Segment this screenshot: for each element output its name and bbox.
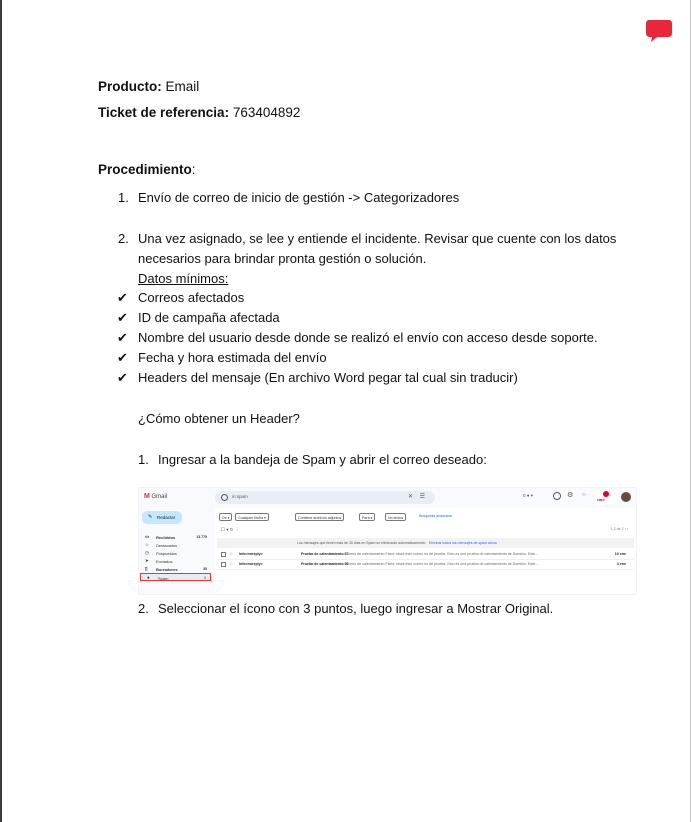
- gmail-main: [217, 508, 634, 594]
- gear-icon[interactable]: ⚙: [567, 492, 574, 499]
- filter-chip[interactable]: No leídos: [385, 513, 406, 521]
- pagination[interactable]: 1-2 de 2 ‹ ›: [610, 527, 628, 531]
- spam-banner: [217, 538, 634, 548]
- checklist-item: Headers del mensaje (En archivo Word pegar tal cual sin traducir): [138, 370, 518, 385]
- help-icon[interactable]: [553, 492, 561, 500]
- sidebar-item-destacados[interactable]: [139, 541, 211, 549]
- advanced-search-link[interactable]: Búsqueda avanzada: [419, 514, 452, 518]
- mail-subject: Prueba de calentamiento 07: [301, 552, 349, 556]
- spam-banner-message: Los mensajes que lleven más de 30 días en Spam se eliminarán automáticamente.: [297, 541, 426, 545]
- page-left-border: [0, 0, 2, 822]
- sidebar-item-enviados[interactable]: [139, 557, 211, 565]
- checklist-item: Correos afectados: [138, 290, 245, 305]
- ticket-value: 763404892: [232, 105, 301, 120]
- row-checkbox[interactable]: [221, 552, 226, 557]
- sidebar-item-icon: ➤: [145, 558, 149, 563]
- step2-line1: Una vez asignado, se lee y entiende el incidente. Revisar que cuente con los datos: [138, 231, 617, 246]
- producto-label: Producto:: [98, 79, 162, 94]
- sidebar-item-recibidos[interactable]: [139, 533, 211, 541]
- gmail-sidebar: [139, 508, 215, 594]
- checklist-item: Fecha y hora estimada del envío: [138, 350, 327, 365]
- mail-snippet: - Correo de calentamiento Favor obvia este correo es de prueba. Esto es una prueba de calentamiento de Dominio. Este...: [343, 562, 539, 566]
- star-icon[interactable]: ☆: [229, 551, 234, 556]
- apps-grid-icon[interactable]: ⁘: [581, 492, 587, 499]
- pencil-icon: ✎: [148, 514, 153, 520]
- gmail-spam-screenshot: [139, 488, 636, 594]
- producto-value: Email: [165, 79, 200, 94]
- step1-text: Envío de correo de inicio de gestión -> Categorizadores: [138, 190, 460, 205]
- brand-dot-icon: [603, 491, 609, 497]
- delete-all-spam-link[interactable]: Eliminar todos los mensajes de spam ahora: [428, 541, 497, 545]
- header-question: ¿Cómo obtener un Header?: [138, 411, 300, 426]
- sidebar-item-label: Enviados: [156, 558, 173, 564]
- sidebar-item-label: Recibidos: [156, 534, 176, 540]
- mail-row[interactable]: [217, 559, 634, 570]
- sub-step1-text: Ingresar a la bandeja de Spam y abrir el correo deseado:: [158, 452, 487, 467]
- gmail-search-bar[interactable]: [215, 491, 435, 504]
- gmail-topbar: [139, 488, 636, 508]
- sidebar-item-icon: ◷: [145, 550, 149, 555]
- checkmark-icon: ✔: [117, 330, 128, 345]
- checkmark-icon: ✔: [117, 350, 128, 365]
- mail-sender: Info<noreply>: [239, 562, 263, 566]
- spam-banner-text: [297, 541, 497, 545]
- gmail-logo-text: Gmail: [151, 494, 168, 500]
- mail-subject: Prueba de calentamiento 06: [301, 562, 349, 566]
- brand-logo-text: claro: [597, 498, 605, 502]
- mail-date: 10 ene: [614, 552, 626, 556]
- procedimiento-heading: [98, 162, 196, 177]
- sub-step1-number: 1.: [138, 452, 149, 467]
- filter-chip[interactable]: Contiene archivos adjuntos: [295, 513, 344, 521]
- sidebar-item-label: Destacados: [156, 542, 178, 548]
- status-indicator[interactable]: 0 ● ▾: [523, 493, 533, 498]
- sidebar-item-count: 13.779: [196, 534, 207, 539]
- checkmark-icon: ✔: [117, 310, 128, 325]
- sidebar-item-icon: ▭: [145, 534, 150, 539]
- checkmark-icon: ✔: [117, 370, 128, 385]
- sidebar-item-icon: ●: [147, 575, 150, 580]
- star-icon[interactable]: ☆: [229, 561, 234, 566]
- step1-number: 1.: [118, 190, 129, 205]
- mail-snippet: - Correo de calentamiento Favor obvia este correo es de prueba. Esto es una prueba de calentamiento de Dominio. Este...: [343, 552, 539, 556]
- sidebar-item-borradores[interactable]: [139, 565, 211, 573]
- sidebar-item-count: 2: [204, 575, 206, 580]
- filter-chip[interactable]: Para ▾: [359, 513, 375, 521]
- mail-sender: Info<noreply>: [239, 552, 263, 556]
- checkmark-icon: ✔: [117, 290, 128, 305]
- filter-chip[interactable]: De ▾: [219, 513, 232, 521]
- sidebar-item-pospuestos[interactable]: [139, 549, 211, 557]
- sidebar-item-label: Borradores: [156, 566, 178, 572]
- procedimiento-label: Procedimiento: [98, 162, 192, 177]
- procedimiento-colon: :: [191, 162, 196, 177]
- compose-label: Redactar: [157, 515, 176, 520]
- search-query: in:spam: [232, 494, 248, 499]
- sidebar-item-label: Pospuestos: [156, 550, 177, 556]
- gmail-logo: [144, 493, 167, 500]
- compose-button[interactable]: [142, 511, 182, 524]
- sidebar-item-count: 35: [203, 566, 207, 571]
- search-icon: [221, 494, 228, 501]
- brand-logo: [595, 490, 617, 504]
- speech-bubble-logo-icon: [645, 18, 673, 44]
- datos-minimos-label: Datos mínimos:: [138, 271, 229, 286]
- sidebar-item-spam[interactable]: [140, 573, 211, 581]
- mail-date: 4 ene: [616, 562, 626, 566]
- sub-step2-text: Seleccionar el ícono con 3 puntos, luego ingresar a Mostrar Original.: [158, 601, 554, 616]
- step2-line2: necesarios para brindar pronta gestión o solución.: [138, 251, 427, 266]
- sidebar-item-icon: ☆: [145, 542, 150, 547]
- row-checkbox[interactable]: [221, 562, 226, 567]
- step2-number: 2.: [118, 231, 129, 246]
- clear-search-icon[interactable]: ✕: [407, 494, 413, 500]
- search-options-icon[interactable]: ☰: [419, 494, 425, 500]
- gmail-m-icon: M: [144, 493, 150, 500]
- ticket-line: [98, 105, 300, 120]
- sidebar-item-label: Spam: [158, 575, 169, 581]
- checklist-item: Nombre del usuario desde donde se realizó el envío con acceso desde soporte.: [138, 330, 598, 345]
- filter-chip[interactable]: Cualquier fecha ▾: [235, 513, 269, 521]
- ticket-label: Ticket de referencia:: [98, 105, 230, 120]
- checklist-item: ID de campaña afectada: [138, 310, 280, 325]
- sidebar-item-icon: ▯: [145, 566, 148, 571]
- producto-line: [98, 79, 199, 94]
- sub-step2-number: 2.: [138, 601, 149, 616]
- mail-toolbar[interactable]: ☐ ▾ ↻ ⋮: [221, 527, 240, 532]
- avatar[interactable]: [621, 492, 631, 502]
